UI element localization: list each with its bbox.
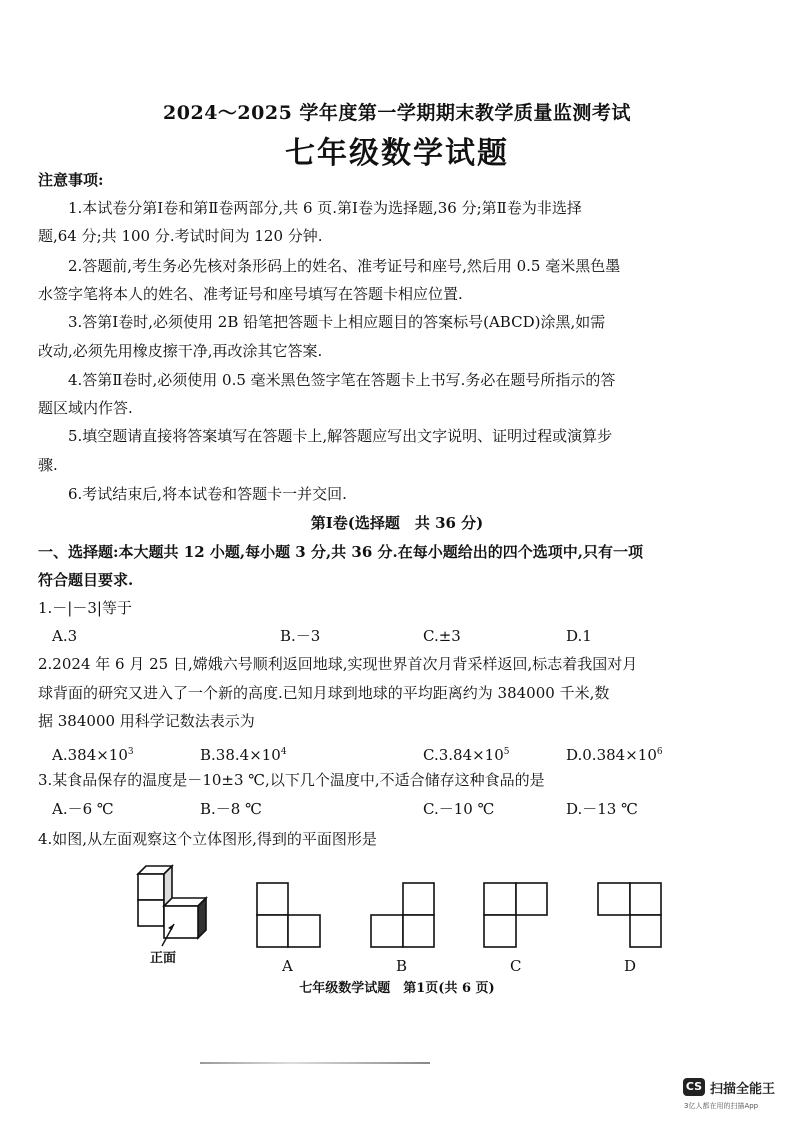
notes-heading: 注意事项: xyxy=(38,171,104,189)
question-options xyxy=(52,742,772,762)
option-d: $D.0.384\times 10^6$ xyxy=(566,746,663,764)
front-label: 正面 xyxy=(150,951,177,966)
notes-line: 题区域内作答. xyxy=(38,399,133,417)
figure-option-c xyxy=(483,882,549,948)
figure-label-d: D xyxy=(624,957,637,975)
figure-option-b xyxy=(370,882,436,948)
notes-line: 题,64 分;共 100 分.考试时间为 120 分钟. xyxy=(38,227,323,245)
exam-header-line1: 2024～2025 学年度第一学期期末教学质量监测考试 xyxy=(163,102,631,124)
option-b: B.－3 xyxy=(280,627,321,645)
section-title: 第Ⅰ卷(选择题 共 36 分) xyxy=(310,514,484,532)
figure-label-a: A xyxy=(282,957,293,975)
question-options xyxy=(52,799,772,819)
question-stem: 3.某食品保存的温度是－10±3 ℃,以下几个温度中,不适合储存这种食品的是 xyxy=(38,771,545,789)
exam-title: 七年级数学试题 xyxy=(285,136,509,171)
option-c: $C.3.84\times 10^5$ xyxy=(423,746,510,764)
option-a: A.－6 ℃ xyxy=(52,800,114,818)
cube-figure xyxy=(128,858,218,950)
page-footer: 七年级数学试题 第1页(共 6 页) xyxy=(299,981,495,996)
notes-line: 2.答题前,考生务必先核对条形码上的姓名、准考证号和座号,然后用 0.5 毫米黑色墨 xyxy=(68,257,621,275)
figure-option-d xyxy=(597,882,663,948)
option-d: D.1 xyxy=(566,627,592,645)
figure-label-b: B xyxy=(396,957,408,975)
notes-line: 改动,必须先用橡皮擦干净,再改涂其它答案. xyxy=(38,342,323,360)
figure-label-c: C xyxy=(510,957,522,975)
question-stem: 球背面的研究又进入了一个新的高度.已知月球到地球的平均距离约为 384000 千米,数 xyxy=(38,684,610,702)
question-options xyxy=(52,626,772,646)
option-b: $B.38.4\times 10^4$ xyxy=(200,746,287,764)
notes-line: 4.答第Ⅱ卷时,必须使用 0.5 毫米黑色签字笔在答题卡上书写.务必在题号所指示的答 xyxy=(68,371,616,389)
notes-line: 3.答第Ⅰ卷时,必须使用 2B 铅笔把答题卡上相应题目的答案标号(ABCD)涂黑,如需 xyxy=(68,313,606,331)
notes-line: 水签字笔将本人的姓名、准考证号和座号填写在答题卡相应位置. xyxy=(38,285,463,303)
section-intro: 符合题目要求. xyxy=(38,571,134,589)
camscanner-logo: CS xyxy=(683,1078,705,1096)
section-intro: 一、选择题:本大题共 12 小题,每小题 3 分,共 36 分.在每小题给出的四个选项中,只有一项 xyxy=(38,543,643,561)
option-a: $A.384\times 10^3$ xyxy=(52,746,134,764)
option-c: C.－10 ℃ xyxy=(423,800,495,818)
option-b: B.－8 ℃ xyxy=(200,800,262,818)
option-a: A.3 xyxy=(52,627,78,645)
question-stem: 4.如图,从左面观察这个立体图形,得到的平面图形是 xyxy=(38,830,377,848)
notes-line: 骤. xyxy=(38,456,58,474)
option-c: C.±3 xyxy=(423,627,461,645)
camscanner-name: 扫描全能王 xyxy=(710,1082,776,1097)
notes-line: 5.填空题请直接将答案填写在答题卡上,解答题应写出文字说明、证明过程或演算步 xyxy=(68,427,613,445)
scan-artifact xyxy=(200,1062,430,1064)
question-stem: 据 384000 用科学记数法表示为 xyxy=(38,712,255,730)
question-stem: 2.2024 年 6 月 25 日,嫦娥六号顺利返回地球,实现世界首次月背采样返回,标志着我国对月 xyxy=(38,655,638,673)
option-d: D.－13 ℃ xyxy=(566,800,638,818)
camscanner-tagline: 3亿人都在用的扫描App xyxy=(684,1102,759,1110)
notes-line: 6.考试结束后,将本试卷和答题卡一并交回. xyxy=(68,485,347,503)
question-stem: 1.－|－3|等于 xyxy=(38,599,132,617)
figure-option-a xyxy=(256,882,322,948)
notes-line: 1.本试卷分第Ⅰ卷和第Ⅱ卷两部分,共 6 页.第Ⅰ卷为选择题,36 分;第Ⅱ卷为非选择 xyxy=(68,199,582,217)
